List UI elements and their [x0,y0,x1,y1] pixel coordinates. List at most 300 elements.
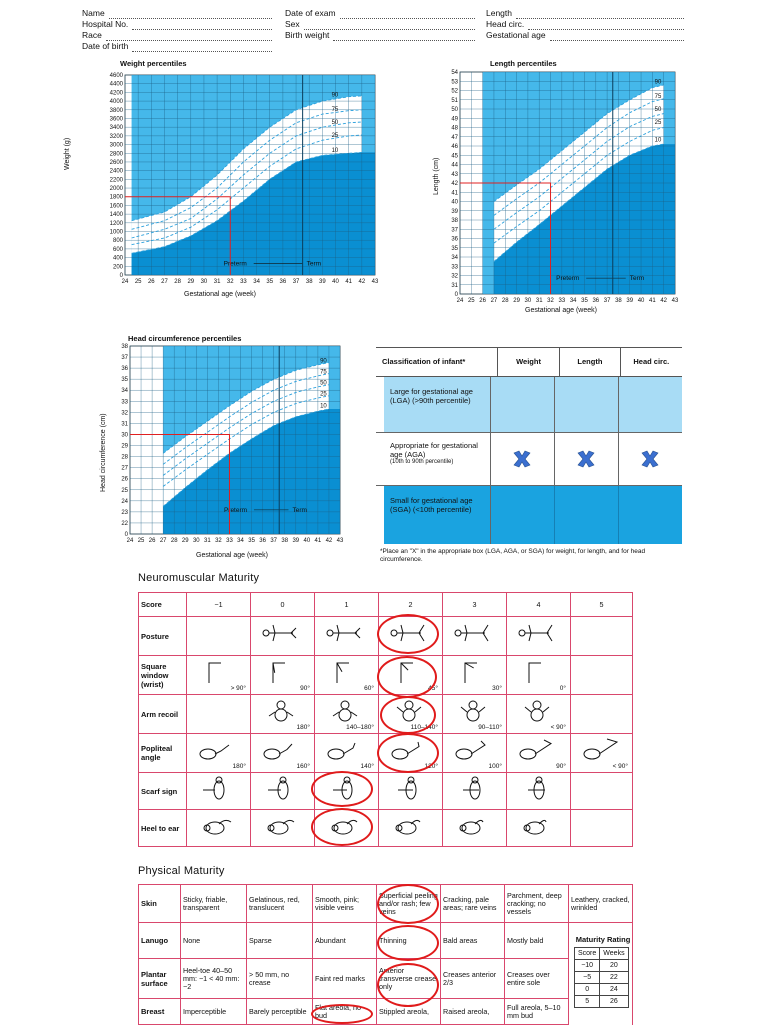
body-shape [531,709,543,721]
x-tick-label: 42 [660,298,668,304]
score-cell[interactable] [507,810,571,847]
y-tick-label: 26 [121,476,128,483]
y-tick-label: 38 [451,218,458,224]
y-tick-label: 47 [451,134,458,141]
term-label: Term [306,260,322,268]
x-tick-label: 35 [581,298,588,304]
score-header-row [139,593,633,617]
preterm-label: Preterm [556,275,580,283]
angle-label: 180° [232,763,246,770]
score-cell[interactable] [251,773,315,810]
maturity-rating-table [574,947,629,1008]
leg-shape [599,739,617,754]
criteria-cell[interactable]: Faint red marks [313,959,377,999]
y-tick-label: 35 [121,377,128,384]
x-tick-label: 30 [200,279,208,285]
criteria-cell[interactable]: Superficial peeling and/or rash; few veins [377,885,441,923]
score-cell[interactable] [315,656,379,695]
score-cell[interactable] [251,656,315,695]
x-tick-label: 40 [332,279,339,285]
scarf-diagram-icon [389,776,429,802]
percentile-label: 75 [654,94,662,101]
x-tick-label: 31 [213,279,221,285]
percentile-label: 75 [331,106,339,113]
criteria-cell[interactable]: Sticky, friable, transparent [181,885,247,923]
criteria-cell[interactable]: > 50 mm, no crease [247,959,313,999]
angle-label: 160° [296,763,310,770]
wrist-diagram-icon [325,659,365,685]
score-cell[interactable] [443,734,507,773]
percentile-label: 10 [331,147,339,154]
score-cell[interactable] [571,810,633,847]
row-label: Plantar surface [139,959,181,999]
patient-info-column-1 [82,8,272,52]
score-cell[interactable] [251,734,315,773]
percentile-label: 50 [331,119,339,126]
sga-row [376,486,682,544]
y-tick-label: 1800 [109,194,123,201]
x-tick-label: 41 [649,298,656,304]
score-column-header: 3 [443,593,507,617]
score-cell[interactable] [507,695,571,734]
x-tick-label: 29 [181,538,189,544]
criteria-cell[interactable]: Gelatinous, red, translucent [247,885,313,923]
score-cell[interactable] [315,695,379,734]
x-tick-label: 36 [592,298,600,304]
x-mark-icon [639,448,661,470]
x-tick-label: 34 [253,279,260,285]
angle-label: 0° [559,685,566,692]
row-label: Popliteal angle [139,734,187,773]
y-tick-label: 2400 [109,168,123,175]
y-tick-label: 0 [454,292,458,298]
criteria-cell[interactable]: Creases over entire sole [505,959,569,999]
y-tick-label: 28 [121,454,128,461]
y-tick-label: 53 [451,79,458,86]
body-shape [462,822,480,834]
weight-chart-xlabel: Gestational age (week) [184,291,256,298]
head-shape [277,701,285,709]
posture-diagram-icon [325,620,365,646]
criteria-cell[interactable]: Bald areas [441,923,505,959]
head-circ-field[interactable]: Head circ. [486,19,684,30]
angle-label: 90–110° [478,724,502,731]
criteria-cell[interactable]: Leathery, cracked, wrinkled [569,885,633,923]
aga-weight-box[interactable] [491,433,555,485]
physical-maturity-title: Physical Maturity [138,865,225,877]
x-tick-label: 40 [303,538,311,544]
angle-label: 140° [360,763,374,770]
score-cell[interactable] [443,617,507,656]
body-shape [270,822,288,834]
score-cell[interactable] [507,617,571,656]
leg-shape [471,741,485,754]
score-cell[interactable] [251,810,315,847]
head-circumference-percentile-chart [110,342,360,554]
y-tick-label: 400 [112,255,123,262]
angle-label: 110–140° [410,724,438,731]
score-cell[interactable] [507,773,571,810]
classification-footnote: *Place an "X" in the appropriate box (LGA, AGA, or SGA) for weight, for length, and for head circumference. [380,548,646,563]
y-tick-label: 2600 [109,159,123,166]
score-column-header: 5 [571,593,633,617]
classification-header: Classification of infant* [382,357,466,366]
score-cell[interactable] [187,695,251,734]
lga-length-box[interactable] [555,377,619,432]
patient-info-column-2 [285,8,475,41]
wrist-diagram-icon [517,659,557,685]
body-shape [584,749,600,759]
length-header: Length [559,348,619,376]
body-shape [339,709,351,721]
x-tick-label: 39 [319,279,326,285]
angle-label: < 90° [612,763,628,770]
y-tick-label: 4400 [109,81,123,88]
body-shape [525,625,552,641]
x-tick-label: 25 [137,538,145,544]
x-tick-label: 37 [292,279,300,285]
score-cell[interactable] [443,695,507,734]
y-tick-label: 39 [451,208,458,215]
score-cell[interactable] [443,810,507,847]
score-cell[interactable] [187,734,251,773]
x-tick-label: 33 [240,279,247,285]
score-cell[interactable] [571,617,633,656]
x-tick-label: 30 [192,538,200,544]
x-tick-label: 28 [501,298,509,304]
patient-info-column-3 [486,8,684,41]
aga-sublabel: (10th to 90th percentile) [390,459,454,465]
criteria-cell[interactable]: Heel-toe 40–50 mm: −1 < 40 mm: −2 [181,959,247,999]
percentile-label: 90 [320,358,327,365]
weight-header: Weight [497,348,559,376]
head-shape [408,777,414,783]
body-shape [206,822,224,834]
y-tick-label: 2800 [109,151,123,158]
body-shape [333,625,360,641]
y-tick-label: 52 [451,88,458,95]
selection-circle [377,733,439,773]
selection-circle [311,808,373,846]
leg-shape [279,744,292,754]
row-label: Scarf sign [139,773,187,810]
x-tick-label: 34 [569,298,577,304]
score-column-header: 2 [379,593,443,617]
score-cell[interactable] [571,695,633,734]
criteria-cell[interactable]: None [181,923,247,959]
selection-circle [377,656,437,698]
criteria-cell[interactable]: Anterior transverse crease only [377,959,441,999]
gestational-age-field[interactable]: Gestational age [486,30,684,41]
x-tick-label: 41 [314,538,322,544]
score-cell[interactable] [187,656,251,695]
weight-percentile-chart [80,67,379,302]
row-label: Square window (wrist) [139,656,187,695]
score-column-header: 0 [251,593,315,617]
head-chart-ylabel: Head circumference (cm) [100,413,107,492]
sga-label: Small for gestational age (SGA) (<10th percentile) [384,486,490,544]
y-tick-label: 3200 [109,133,123,140]
score-cell[interactable] [443,656,507,695]
score-cell[interactable] [251,695,315,734]
scarf-diagram-icon [453,776,493,802]
lga-row [376,377,682,432]
maturity-cell: 26 [600,996,628,1008]
y-tick-label: 35 [451,245,458,252]
y-tick-label: 200 [112,264,123,271]
leg-shape [215,745,229,754]
x-tick-label: 43 [671,298,679,304]
row-label: Arm recoil [139,695,187,734]
sga-weight-box[interactable] [491,486,555,544]
angle-label: 30° [492,685,502,692]
date-of-birth-field[interactable]: Date of birth [82,41,272,52]
physical-row [139,999,633,1025]
x-tick-label: 39 [626,298,634,304]
score-cell[interactable] [251,617,315,656]
leg-shape [475,820,483,824]
length-chart-title: Length percentiles [490,59,557,68]
y-tick-label: 46 [451,144,458,150]
y-tick-label: 36 [121,366,128,373]
scarf-diagram-icon [197,776,237,802]
criteria-cell[interactable]: Raised areola, [441,999,505,1025]
length-field[interactable]: Length [486,8,684,19]
maturity-cell: 20 [600,960,628,972]
x-tick-label: 34 [237,538,244,544]
y-tick-label: 40 [451,199,458,206]
percentile-label: 90 [654,79,662,86]
sga-length-box[interactable] [555,486,619,544]
neuromuscular-title: Neuromuscular Maturity [138,572,260,584]
arms-shape [269,712,293,716]
neuromuscular-row-heel [139,810,633,847]
heel-diagram-icon [197,813,237,839]
maturity-cell: 0 [575,984,600,996]
preterm-label: Preterm [223,260,247,268]
body-shape [526,822,544,834]
score-cell[interactable] [571,734,633,773]
arm-diagram-icon [453,698,493,724]
criteria-cell[interactable]: Parchment, deep cracking; no vessels [505,885,569,923]
forearm-shape [209,663,221,683]
x-tick-label: 40 [637,298,645,304]
score-cell[interactable] [315,617,379,656]
percentile-label: 10 [320,403,327,410]
criteria-cell[interactable]: Sparse [247,923,313,959]
y-tick-label: 24 [121,498,128,505]
x-tick-label: 24 [121,279,129,285]
aga-length-box[interactable] [555,433,619,485]
criteria-cell[interactable]: Flat areola, no bud [313,999,377,1025]
score-cell[interactable] [571,656,633,695]
y-tick-label: 1200 [109,220,123,227]
percentile-label: 25 [654,119,662,126]
name-field[interactable]: Name [82,8,272,19]
x-tick-label: 37 [603,298,611,304]
x-tick-label: 32 [215,538,222,544]
criteria-cell[interactable]: Imperceptible [181,999,247,1025]
y-tick-label: 50 [451,107,458,113]
x-tick-label: 27 [159,538,167,544]
x-tick-label: 38 [281,538,289,544]
maturity-header: Weeks [600,948,628,960]
maturity-header: Score [575,948,600,960]
y-tick-label: 3800 [109,107,123,114]
lga-weight-box[interactable] [491,377,555,432]
x-tick-label: 28 [174,279,181,285]
aga-head-box[interactable] [619,433,682,485]
arms-shape [333,712,357,716]
leg-shape [535,740,551,754]
score-cell[interactable] [379,810,443,847]
y-tick-label: 31 [121,421,128,428]
y-tick-label: 34 [451,255,458,261]
y-tick-label: 600 [112,246,123,253]
x-tick-label: 32 [226,279,234,285]
selection-circle [377,614,439,654]
body-shape [200,749,216,759]
criteria-cell[interactable]: Creases anterior 2/3 [441,959,505,999]
y-tick-label: 42 [451,181,458,187]
date-of-exam-field[interactable]: Date of exam [285,8,475,19]
arm-diagram-icon [517,698,557,724]
y-tick-label: 43 [451,171,458,178]
sex-field[interactable]: Sex [285,19,475,30]
length-percentile-chart [430,67,690,307]
y-tick-label: 29 [121,443,128,450]
y-tick-label: 4200 [109,90,123,97]
weight-chart-title: Weight percentiles [120,59,187,68]
x-tick-label: 43 [371,279,379,285]
x-tick-label: 29 [513,298,520,304]
criteria-cell[interactable]: Full areola, 5–10 mm bud [505,999,569,1025]
x-tick-label: 42 [358,279,366,285]
score-cell[interactable] [379,773,443,810]
y-tick-label: 30 [121,432,128,439]
hospital-no-field[interactable]: Hospital No. [82,19,272,30]
x-tick-label: 26 [147,279,155,285]
criteria-cell[interactable]: Stippled areola, [377,999,441,1025]
x-tick-label: 24 [126,538,134,544]
x-tick-label: 38 [305,279,313,285]
criteria-cell[interactable]: Barely perceptible [247,999,313,1025]
y-tick-label: 3600 [109,116,123,123]
leg-shape [343,743,355,754]
criteria-cell[interactable]: Mostly bald [505,923,569,959]
x-tick-label: 30 [524,298,532,304]
row-label: Breast [139,999,181,1025]
score-cell[interactable] [443,773,507,810]
criteria-cell[interactable]: Smooth, pink; visible veins [313,885,377,923]
x-mark-shape [642,451,658,467]
selection-circle [311,1004,373,1024]
selection-circle [380,696,436,734]
x-tick-label: 29 [187,279,195,285]
y-tick-label: 4000 [109,99,123,106]
y-tick-label: 41 [451,190,458,197]
x-tick-label: 31 [535,298,543,304]
head-shape [280,777,286,783]
angle-label: 60° [364,685,374,692]
x-tick-label: 28 [170,538,178,544]
criteria-cell[interactable]: Abundant [313,923,377,959]
race-field[interactable]: Race [82,30,272,41]
lga-head-box[interactable] [619,377,682,432]
y-tick-label: 0 [119,273,123,279]
forearm-shape [529,663,541,683]
score-cell[interactable] [187,773,251,810]
y-tick-label: 1600 [109,203,123,210]
x-tick-label: 37 [270,538,278,544]
criteria-cell[interactable]: Cracking, pale areas; rare veins [441,885,505,923]
y-tick-label: 1000 [109,229,123,236]
x-tick-label: 25 [134,279,142,285]
body-shape [461,625,488,641]
x-tick-label: 32 [547,298,554,304]
y-tick-label: 3000 [109,142,123,149]
score-cell[interactable] [507,734,571,773]
y-tick-label: 51 [451,97,458,104]
length-chart-xlabel: Gestational age (week) [525,307,597,314]
angle-label: 140–180° [346,724,374,731]
birth-weight-field[interactable]: Birth weight [285,30,475,41]
y-tick-label: 45 [451,153,458,160]
row-label: Skin [139,885,181,923]
x-mark-icon [575,448,597,470]
y-tick-label: 32 [121,410,128,417]
score-cell[interactable] [571,773,633,810]
maturity-rating-title: Maturity Rating [575,935,631,944]
heel-diagram-icon [517,813,557,839]
head-shape [536,777,542,783]
score-cell[interactable] [187,810,251,847]
preterm-label: Preterm [223,506,248,514]
score-cell[interactable] [315,734,379,773]
head-shape [341,701,349,709]
head-shape [455,630,461,636]
posture-diagram-icon [453,620,493,646]
head-shape [263,630,269,636]
sga-head-box[interactable] [619,486,682,544]
criteria-cell[interactable]: Thinning [377,923,441,959]
percentile-label: 25 [331,133,339,139]
y-tick-label: 34 [121,388,128,395]
percentile-label: 90 [331,92,339,99]
x-tick-label: 35 [266,279,274,285]
selection-circle [377,884,439,924]
score-cell[interactable] [507,656,571,695]
aga-row [376,432,682,486]
y-tick-label: 33 [121,399,128,406]
x-tick-label: 41 [345,279,353,285]
angle-label: < 90° [550,724,566,731]
body-shape [275,709,287,721]
y-tick-label: 49 [451,116,458,123]
body-shape [214,781,224,799]
x-tick-label: 27 [490,298,498,304]
percentile-label: 50 [320,380,327,387]
classification-table [376,347,682,564]
score-cell[interactable] [187,617,251,656]
scarf-diagram-icon [261,776,301,802]
x-tick-label: 36 [279,279,287,285]
length-chart-ylabel: Length (cm) [433,157,440,195]
body-shape [398,822,416,834]
maturity-cell: −5 [575,972,600,984]
y-tick-label: 31 [451,282,458,289]
percentile-label: 75 [320,369,327,376]
